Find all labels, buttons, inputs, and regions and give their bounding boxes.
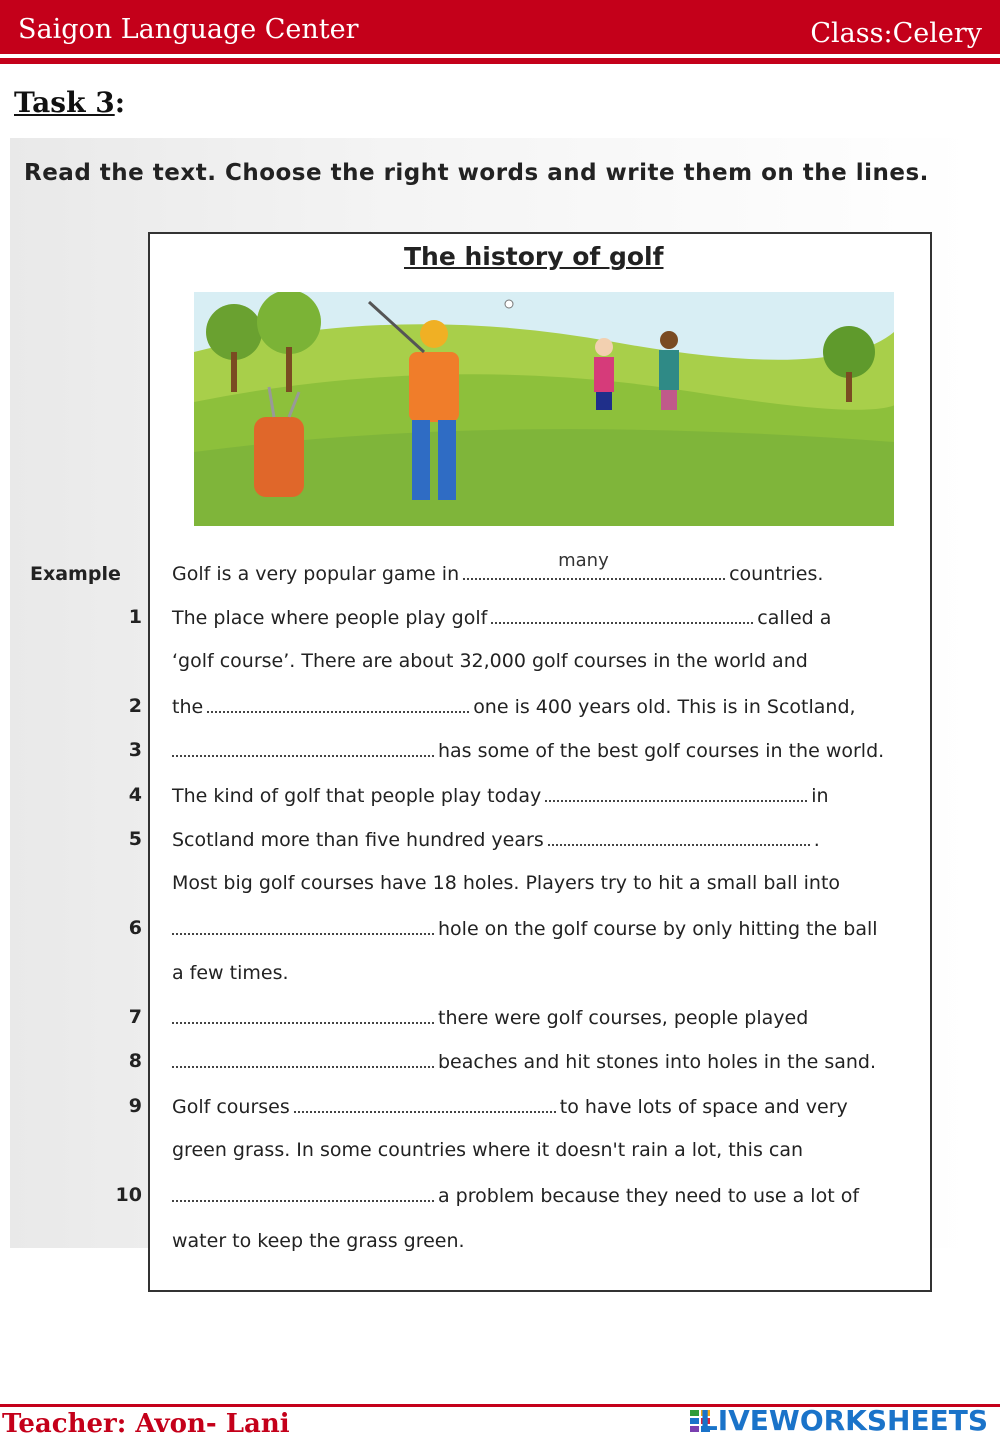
answer-blank[interactable] (172, 739, 434, 757)
answer-blank[interactable] (172, 1050, 434, 1068)
passage-line: green grass. In some countries where it doesn't rain a lot, this can (172, 1139, 804, 1161)
passage-title: The history of golf (404, 242, 664, 271)
line-number: 1 (128, 606, 142, 628)
golf-illustration (194, 292, 894, 526)
passage-line: a problem because they need to use a lot of (172, 1184, 859, 1207)
line-number: 2 (128, 695, 142, 717)
line-number: 3 (128, 739, 142, 761)
answer-blank[interactable] (491, 606, 753, 624)
passage-line: Golf courses to have lots of space and very (172, 1096, 848, 1118)
header-divider (0, 58, 1000, 64)
answer-blank[interactable] (207, 695, 469, 713)
class-label: Class:Celery (810, 18, 982, 49)
line-number: 10 (115, 1184, 142, 1206)
passage-line: the one is 400 years old. This is in Scotland, (172, 696, 856, 718)
example-label: Example (30, 563, 121, 585)
instructions: Read the text. Choose the right words and write them on the lines. (24, 160, 929, 186)
answer-blank[interactable] (294, 1095, 556, 1113)
passage-line: water to keep the grass green. (172, 1230, 465, 1252)
passage-line: there were golf courses, people played (172, 1006, 808, 1029)
passage-line: has some of the best golf courses in the world. (172, 739, 884, 762)
header-bar (0, 0, 1000, 54)
example-answer: many (558, 550, 609, 571)
passage-line: Scotland more than five hundred years . (172, 829, 820, 851)
answer-blank[interactable] (548, 828, 810, 846)
passage-line: Most big golf courses have 18 holes. Players try to hit a small ball into (172, 872, 841, 894)
example-answer-blank (463, 550, 725, 580)
answer-blank[interactable] (172, 1006, 434, 1024)
line-number: 8 (128, 1050, 142, 1072)
task-heading: Task 3: (14, 86, 126, 119)
line-number: 5 (128, 828, 142, 850)
teacher-name: Teacher: Avon- Lani (2, 1409, 290, 1439)
answer-blank[interactable] (172, 1184, 434, 1202)
passage-line: The place where people play golf called a (172, 607, 832, 629)
passage-line: hole on the golf course by only hitting the ball (172, 917, 878, 940)
line-number: 6 (128, 917, 142, 939)
example-line: Golf is a very popular game in many countries. (172, 550, 824, 585)
brand-logo-text[interactable]: LIVEWORKSHEETS (699, 1404, 988, 1437)
passage-line: The kind of golf that people play today in (172, 785, 829, 807)
passage-line: beaches and hit stones into holes in the sand. (172, 1050, 876, 1073)
line-number: 9 (128, 1095, 142, 1117)
answer-blank[interactable] (172, 917, 434, 935)
passage-line: a few times. (172, 962, 289, 984)
line-number: 4 (128, 784, 142, 806)
line-number: 7 (128, 1006, 142, 1028)
passage-line: ‘golf course’. There are about 32,000 golf courses in the world and (172, 650, 808, 672)
answer-blank[interactable] (545, 784, 807, 802)
school-name: Saigon Language Center (18, 14, 359, 45)
